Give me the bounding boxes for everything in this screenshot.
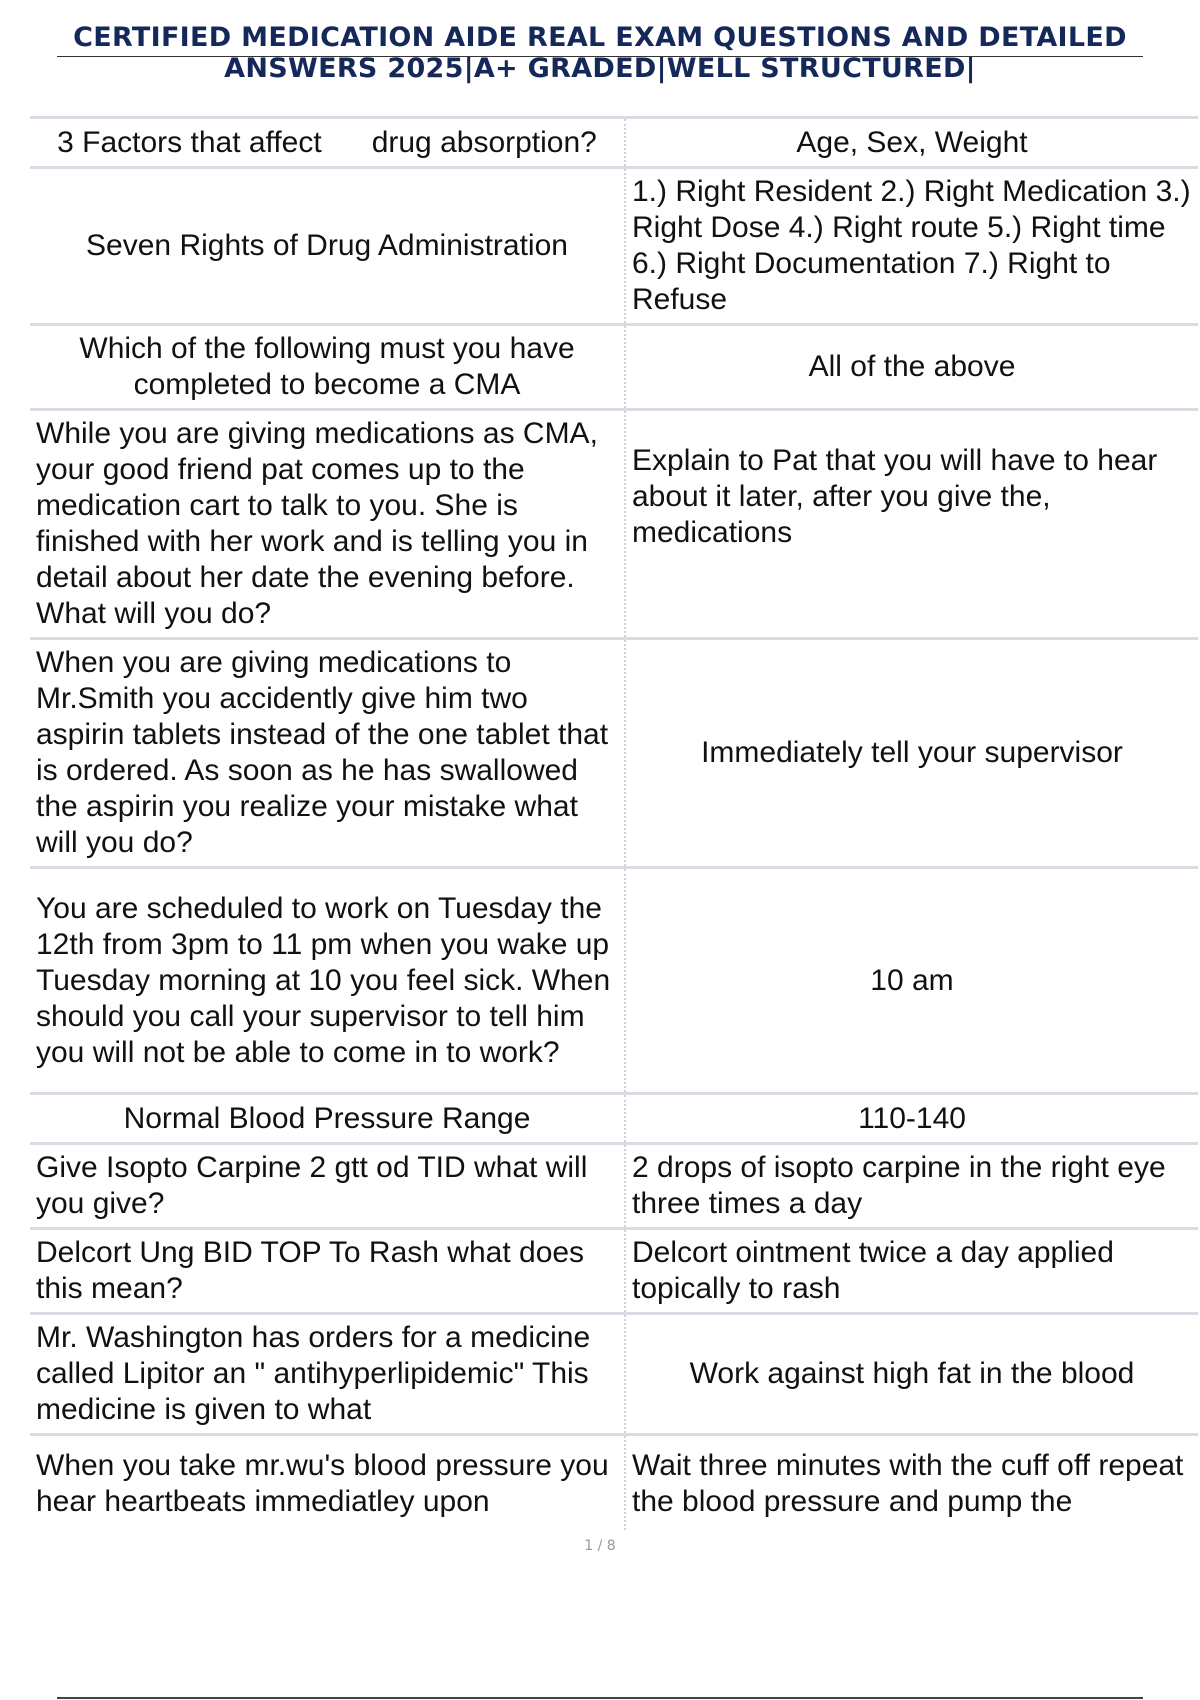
- answer-cell: 10 am: [625, 868, 1198, 1094]
- question-cell: Mr. Washington has orders for a medicine called Lipitor an " antihyperlipidemic" This medicine is given to what: [30, 1314, 625, 1435]
- answer-cell: Age, Sex, Weight: [625, 118, 1198, 168]
- answer-cell: Immediately tell your supervisor: [625, 639, 1198, 868]
- table-row: [30, 410, 1198, 639]
- qa-table: [30, 116, 1198, 1530]
- table-row: [30, 325, 1198, 410]
- question-cell: Seven Rights of Drug Administration: [30, 168, 625, 325]
- table-row: [30, 118, 1198, 168]
- answer-cell: Delcort ointment twice a day applied topically to rash: [625, 1229, 1198, 1314]
- question-cell: While you are giving medications as CMA, your good friend pat comes up to the medication cart to talk to you. She is finished with her work and is telling you in detail about her date the evening before. What will you do?: [30, 410, 625, 639]
- answer-cell: 1.) Right Resident 2.) Right Medication 3.) Right Dose 4.) Right route 5.) Right time 6.) Right Documentation 7.) Right to Refuse: [625, 168, 1198, 325]
- table-row: [30, 1144, 1198, 1229]
- question-cell: Give Isopto Carpine 2 gtt od TID what will you give?: [30, 1144, 625, 1229]
- answer-cell: Explain to Pat that you will have to hear about it later, after you give the, medications: [625, 410, 1198, 639]
- title-divider: [57, 56, 1143, 57]
- question-cell: 3 Factors that affect drug absorption?: [30, 118, 625, 168]
- table-row: [30, 868, 1198, 1094]
- answer-cell: All of the above: [625, 325, 1198, 410]
- question-cell: You are scheduled to work on Tuesday the 12th from 3pm to 11 pm when you wake up Tuesday morning at 10 you feel sick. When should you call your supervisor to tell him you will not be able to come in to work?: [30, 868, 625, 1094]
- table-row: [30, 1314, 1198, 1435]
- table-row: [30, 1094, 1198, 1144]
- table-row: [30, 168, 1198, 325]
- question-cell: Which of the following must you have completed to become a CMA: [30, 325, 625, 410]
- question-cell: When you are giving medications to Mr.Smith you accidently give him two aspirin tablets instead of the one tablet that is ordered. As soon as he has swallowed the aspirin you realize your mistake what will you do?: [30, 639, 625, 868]
- answer-cell: 110-140: [625, 1094, 1198, 1144]
- question-cell: Delcort Ung BID TOP To Rash what does this mean?: [30, 1229, 625, 1314]
- page-number: 1 / 8: [584, 1538, 616, 1554]
- answer-cell: Work against high fat in the blood: [625, 1314, 1198, 1435]
- page-title: CERTIFIED MEDICATION AIDE REAL EXAM QUESTIONS AND DETAILED ANSWERS 2025|A+ GRADED|WELL STRUCTURED|: [73, 22, 1127, 84]
- table-row: [30, 1229, 1198, 1314]
- answer-cell: 2 drops of isopto carpine in the right eye three times a day: [625, 1144, 1198, 1229]
- footer-divider: [57, 1697, 1143, 1699]
- question-cell: Normal Blood Pressure Range: [30, 1094, 625, 1144]
- table-row: [30, 1435, 1198, 1530]
- question-cell: When you take mr.wu's blood pressure you hear heartbeats immediatley upon: [30, 1435, 625, 1530]
- table-row: [30, 639, 1198, 868]
- answer-cell: Wait three minutes with the cuff off repeat the blood pressure and pump the: [625, 1435, 1198, 1530]
